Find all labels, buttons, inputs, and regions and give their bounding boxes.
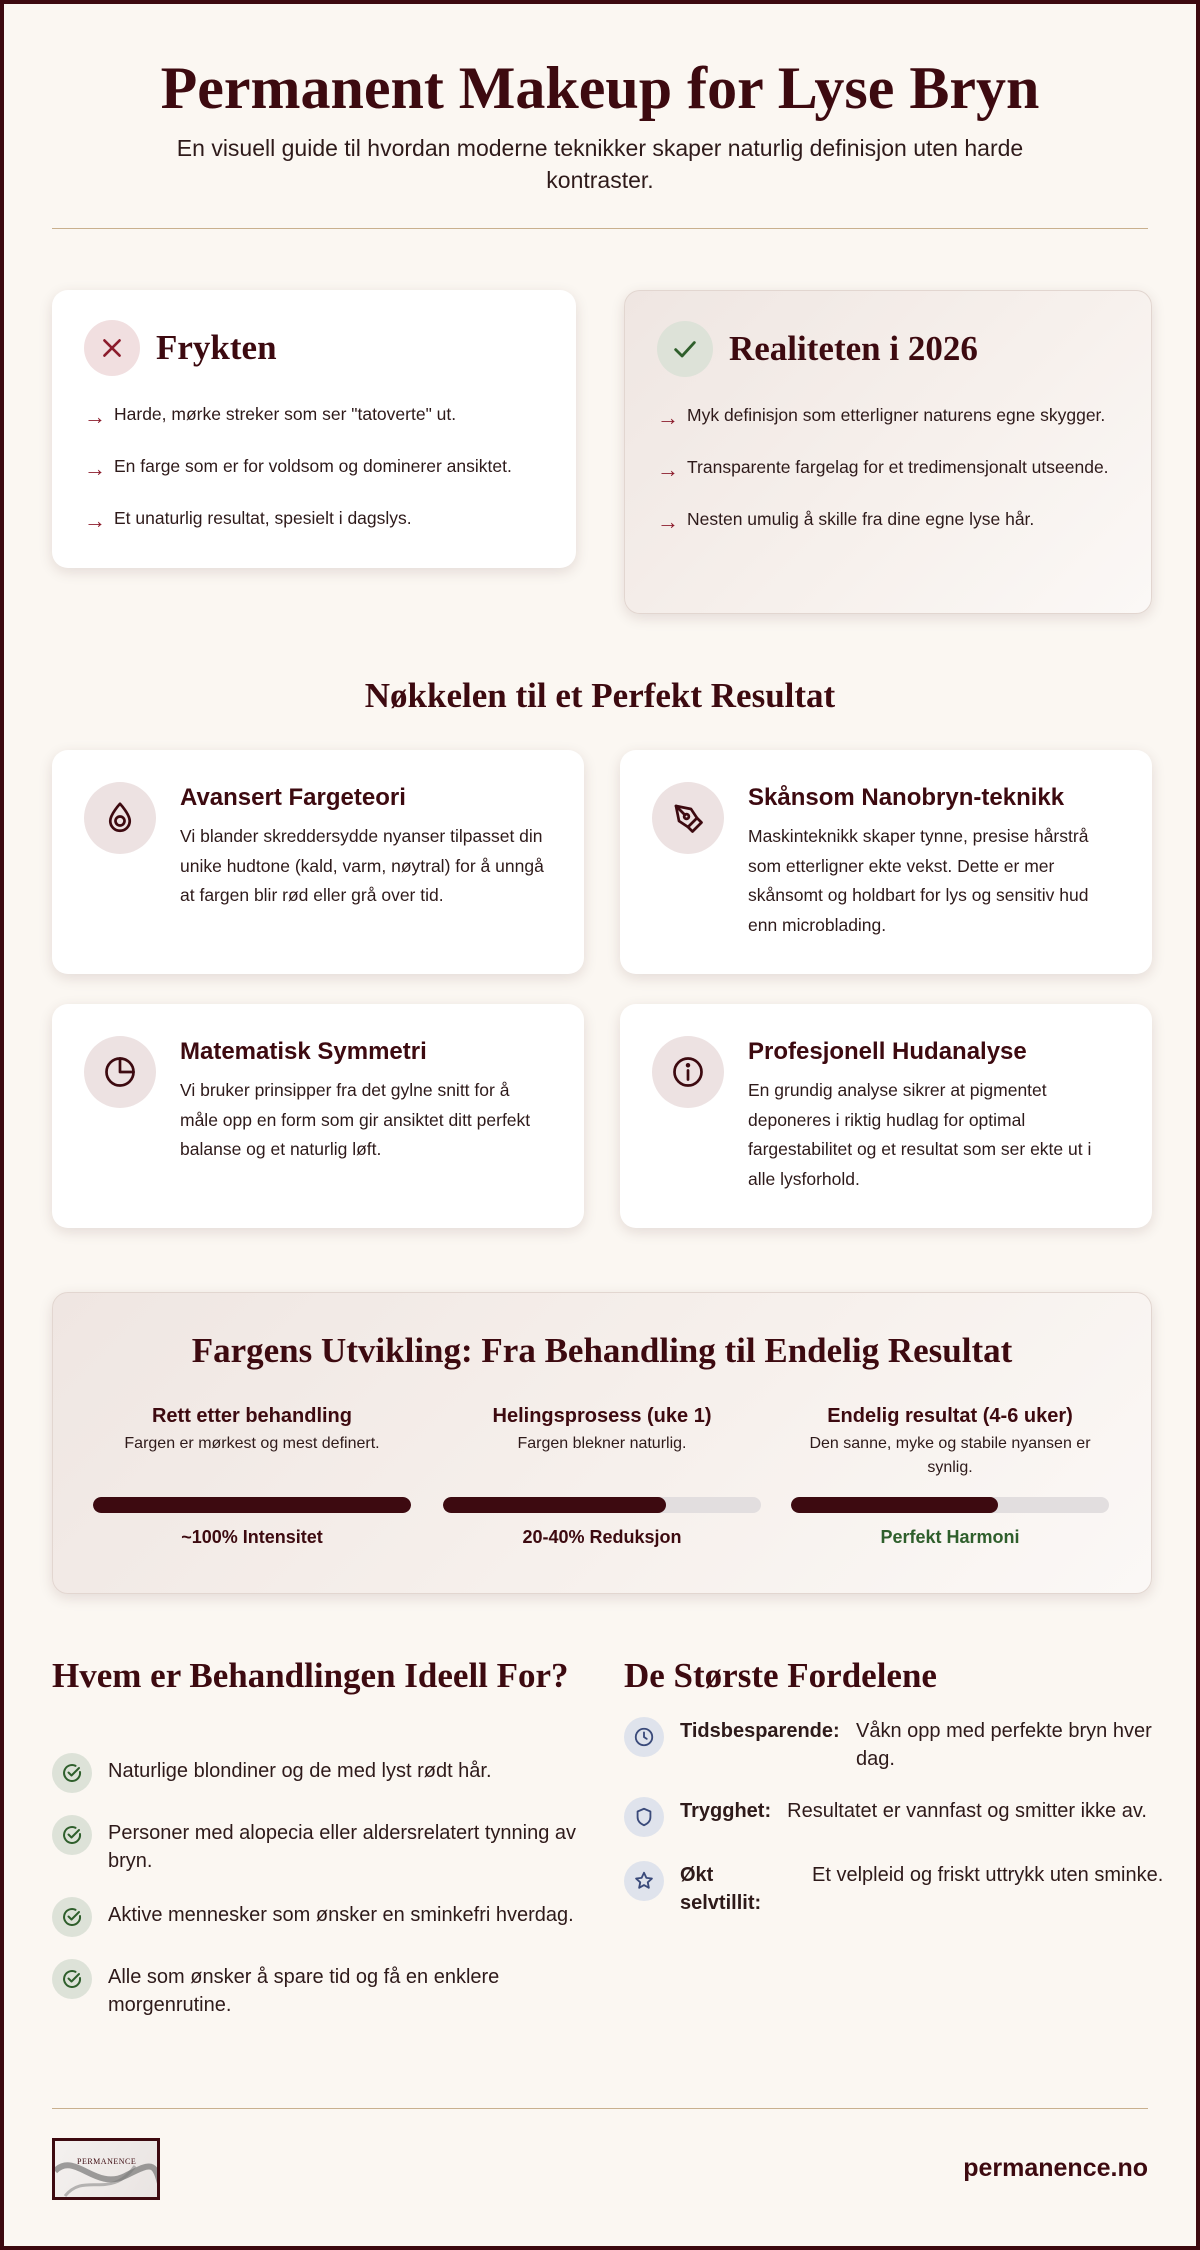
feature-card bbox=[620, 1004, 1152, 1228]
check-circle-icon bbox=[52, 1959, 92, 1999]
list-item: Alle som ønsker å spare tid og få en enklere morgenrutine. bbox=[52, 1963, 582, 2019]
list-item: → Transparente fargelag for et tredimensjonalt utseende. bbox=[657, 453, 1119, 485]
feature-title: Skånsom Nanobryn-teknikk bbox=[748, 784, 1065, 811]
check-icon bbox=[657, 321, 713, 377]
development-title: Fargens Utvikling: Fra Behandling til Endelig Resultat bbox=[191, 1331, 1013, 1370]
intensity-bar-fill bbox=[791, 1497, 998, 1513]
benefit-text: Våkn opp med perfekte bryn hver dag. bbox=[856, 1720, 1152, 1770]
list-item: → Myk definisjon som etterligner naturens egne skygger. bbox=[657, 401, 1119, 433]
star-icon bbox=[624, 1861, 664, 1901]
intensity-bar-fill bbox=[93, 1497, 411, 1513]
feature-title: Profesjonell Hudanalyse bbox=[748, 1038, 1027, 1065]
stage-result: ~100% Intensitet bbox=[181, 1527, 323, 1547]
list-item: → En farge som er for voldsom og dominerer ansiktet. bbox=[84, 452, 544, 484]
stage-result: Perfekt Harmoni bbox=[880, 1527, 1020, 1547]
benefit-label: Tidsbesparende: bbox=[680, 1720, 840, 1742]
feature-card bbox=[620, 750, 1152, 974]
benefit-item bbox=[624, 1797, 1164, 1837]
website-link[interactable]: permanence.no bbox=[963, 2154, 1148, 2182]
stage bbox=[443, 1405, 761, 1456]
benefit-item bbox=[624, 1717, 1164, 1773]
arrow-icon: → bbox=[84, 404, 106, 429]
fear-title: Frykten bbox=[156, 328, 277, 367]
stage-description: Fargen er mørkest og mest definert. bbox=[124, 1435, 380, 1452]
benefit-text: Resultatet er vannfast og smitter ikke av. bbox=[787, 1800, 1147, 1822]
intensity-bar-fill bbox=[443, 1497, 666, 1513]
stage-description: Fargen blekner naturlig. bbox=[517, 1435, 687, 1452]
ideal-list bbox=[52, 1757, 582, 2045]
benefits-title: De Største Fordelene bbox=[624, 1656, 937, 1695]
stage-name: Helingsprosess (uke 1) bbox=[492, 1405, 712, 1427]
list-item: Naturlige blondiner og de med lyst rødt hår. bbox=[52, 1757, 582, 1793]
shield-icon bbox=[624, 1797, 664, 1837]
ideal-title: Hvem er Behandlingen Ideell For? bbox=[52, 1656, 569, 1695]
feature-description: Maskinteknikk skaper tynne, presise hårstrå som etterligner ekte vekst. Dette er mer skånsomt og holdbart for lys og sensitiv hud enn microblading. bbox=[748, 826, 1089, 935]
intensity-bar bbox=[791, 1497, 1109, 1513]
check-circle-icon bbox=[52, 1897, 92, 1937]
reality-card bbox=[624, 290, 1152, 614]
info-icon bbox=[652, 1036, 724, 1108]
arrow-icon: → bbox=[657, 457, 679, 482]
benefit-label: Trygghet: bbox=[680, 1800, 772, 1822]
stage-description: Den sanne, myke og stabile nyansen er synlig. bbox=[809, 1435, 1091, 1476]
feature-title: Avansert Fargeteori bbox=[180, 784, 406, 811]
intensity-bar bbox=[93, 1497, 411, 1513]
brand-logo[interactable] bbox=[52, 2138, 160, 2200]
fear-card bbox=[52, 290, 576, 568]
feature-card bbox=[52, 1004, 584, 1228]
arrow-icon: → bbox=[657, 405, 679, 430]
stage-name: Rett etter behandling bbox=[151, 1405, 352, 1427]
arrow-icon: → bbox=[84, 456, 106, 481]
color-development-panel bbox=[52, 1292, 1152, 1594]
list-item: → Nesten umulig å skille fra dine egne lyse hår. bbox=[657, 505, 1119, 537]
pie-chart-icon bbox=[84, 1036, 156, 1108]
list-item: Personer med alopecia eller aldersrelatert tynning av bryn. bbox=[52, 1819, 582, 1875]
arrow-icon: → bbox=[84, 508, 106, 533]
benefit-text: Et velpleid og friskt uttrykk uten sminke. bbox=[812, 1864, 1164, 1886]
stage-result: 20-40% Reduksjon bbox=[522, 1527, 682, 1547]
intensity-bar bbox=[443, 1497, 761, 1513]
check-circle-icon bbox=[52, 1815, 92, 1855]
benefit-label: Økt selvtillit: bbox=[680, 1864, 762, 1914]
divider bbox=[52, 228, 1148, 229]
reality-title: Realiteten i 2026 bbox=[729, 329, 978, 368]
page-title: Permanent Makeup for Lyse Bryn bbox=[160, 55, 1040, 121]
fear-list bbox=[84, 400, 544, 556]
arrow-icon: → bbox=[657, 509, 679, 534]
list-item: → Harde, mørke streker som ser "tatoverte" ut. bbox=[84, 400, 544, 432]
check-circle-icon bbox=[52, 1753, 92, 1793]
color-drop-icon bbox=[84, 782, 156, 854]
logo-text: PERMANENCE bbox=[77, 2157, 137, 2166]
list-item: Aktive mennesker som ønsker en sminkefri hverdag. bbox=[52, 1901, 582, 1937]
stage bbox=[93, 1405, 411, 1456]
pen-nib-icon bbox=[652, 782, 724, 854]
clock-icon bbox=[624, 1717, 664, 1757]
stage bbox=[791, 1405, 1109, 1480]
header bbox=[4, 4, 1196, 196]
stage-name: Endelig resultat (4-6 uker) bbox=[827, 1405, 1073, 1427]
x-icon bbox=[84, 320, 140, 376]
footer-divider bbox=[52, 2108, 1148, 2109]
page-subtitle: En visuell guide til hvordan moderne teknikker skaper naturlig definisjon uten harde kontraster. bbox=[176, 135, 1024, 193]
reality-list bbox=[657, 401, 1119, 557]
benefit-item bbox=[624, 1861, 1164, 1917]
list-item: → Et unaturlig resultat, spesielt i dagslys. bbox=[84, 504, 544, 536]
feature-description: Vi blander skreddersydde nyanser tilpasset din unike hudtone (kald, varm, nøytral) for å unngå at fargen blir rød eller grå over tid. bbox=[180, 826, 544, 905]
keys-section-title: Nøkkelen til et Perfekt Resultat bbox=[364, 676, 836, 715]
feature-description: En grundig analyse sikrer at pigmentet deponeres i riktig hudlag for optimal fargestabilitet og et resultat som ser ekte ut i alle lysforhold. bbox=[748, 1080, 1092, 1189]
feature-description: Vi bruker prinsipper fra det gylne snitt for å måle opp en form som gir ansiktet ditt perfekt balanse og et naturlig løft. bbox=[180, 1080, 531, 1159]
feature-title: Matematisk Symmetri bbox=[180, 1038, 427, 1065]
feature-card bbox=[52, 750, 584, 974]
benefits-list bbox=[624, 1717, 1164, 1941]
